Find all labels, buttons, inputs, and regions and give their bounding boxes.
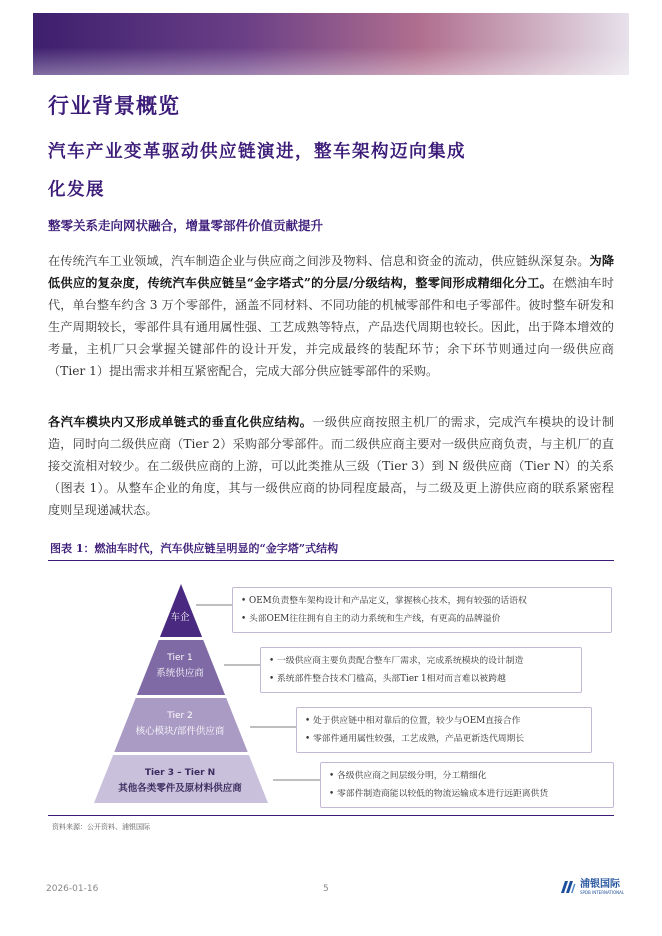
heading: 整零关系走向网状融合，增量零部件价值贡献提升	[48, 218, 324, 233]
footer-date: 2026-01-16	[46, 884, 99, 894]
page-number: 5	[323, 884, 329, 894]
pyramid-label-tier1: Tier 1 系统供应商	[156, 653, 204, 679]
pyramid-label-oem: 车企	[170, 612, 190, 623]
source-rule	[48, 815, 614, 816]
paragraph-2: 各汽车模块内又形成单链式的垂直化供应结构。一级供应商按照主机厂的需求，完成汽车模块的设计制造，同时向二级供应商（Tier 2）采购部分零部件。而二级供应商主要对一级供应商负责，与主机厂的直接交流相对较少。在二级供应商的上游，可以此类推从三级（Tier 3）到 N 级供应商（Tier N）的关系（图表 1）。从整车企业的角度，其与一级供应商的协同程度最高，与二级及更上游供应商的联系紧密程度则呈现递减状态。	[48, 415, 615, 517]
subtitle-line-2: 化发展	[48, 180, 105, 200]
callout-tier1: • 一级供应商主要负责配合整车厂需求，完成系统模块的设计制造 • 系统部件整合技术门槛高，头部Tier 1相对而言难以被跨越	[260, 647, 582, 693]
subtitle-line-1: 汽车产业变革驱动供应链演进，整车架构迈向集成	[48, 142, 466, 162]
source-note: 资料来源：公开资料、浦银国际	[52, 823, 150, 831]
logo-icon	[560, 880, 576, 894]
pyramid-label-tier3n: Tier 3 – Tier N 其他各类零件及原材料供应商	[118, 768, 242, 794]
callout-oem: • OEM负责整车架构设计和产品定义，掌握核心技术，拥有较强的话语权 • 头部OEM往往拥有自主的动力系统和生产线，有更高的品牌溢价	[232, 587, 612, 633]
section-title: 行业背景概览	[48, 93, 180, 118]
company-logo: 浦银国际 SPDB INTERNATIONAL	[560, 879, 624, 895]
pyramid-label-tier2: Tier 2 核心模块/部件供应商	[135, 711, 225, 737]
paragraph-1: 在传统汽车工业领域，汽车制造企业与供应商之间涉及物料、信息和资金的流动，供应链纵深复杂。为降低供应的复杂度，传统汽车供应链呈“金字塔式”的分层/分级结构，整零间形成精细化分工。在燃油车时代，单台整车约含 3 万个零部件，涵盖不同材料、不同功能的机械零部件和电子零部件。彼时整车研发和生产周期较长，零部件具有通用属性强、工艺成熟等特点，产品迭代周期也较长。因此，出于降本增效的考量，主机厂只会掌握关键部件的设计开发，并完成最终的装配环节；余下环节则通过向一级供应商（Tier 1）提出需求并相互紧密配合，完成大部分供应链零部件的采购。	[48, 254, 615, 378]
figure-title: 图表 1：燃油车时代，汽车供应链呈明显的“金字塔”式结构	[50, 542, 339, 555]
callout-tier2: • 处于供应链中相对靠后的位置，较少与OEM直接合作 • 零部件通用属性较强，工艺成熟，产品更新迭代周期长	[296, 707, 592, 753]
callout-tier3n: • 各级供应商之间层级分明，分工精细化 • 零部件制造商能以较低的物流运输成本进行远距离供货	[320, 762, 614, 808]
